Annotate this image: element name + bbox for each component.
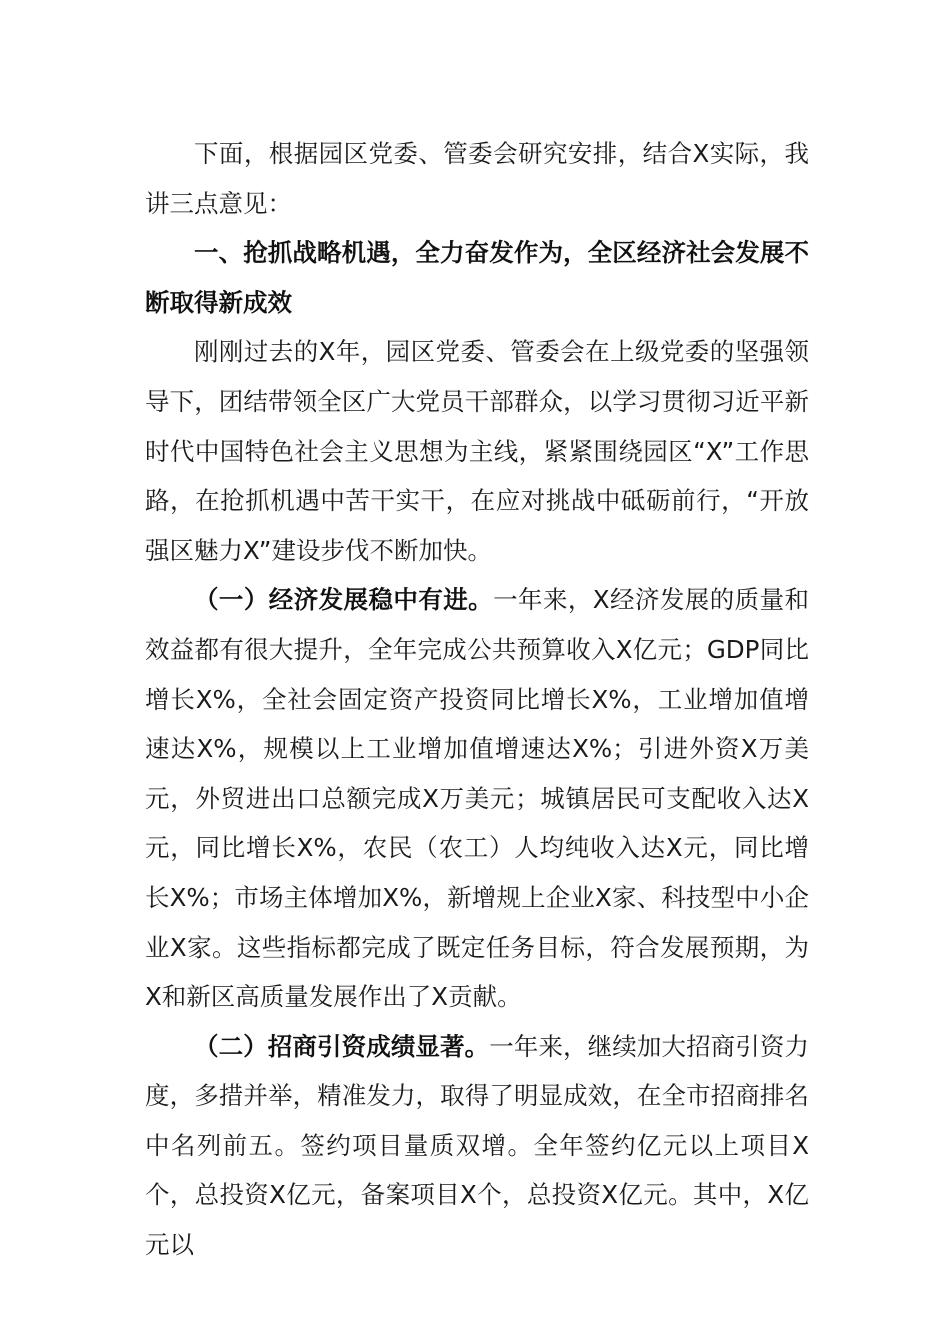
document-body (145, 129, 809, 1270)
intro-paragraph: 下面，根据园区党委、管委会研究安排，结合X实际，我讲三点意见： (145, 139, 809, 218)
item-lead-investment: （二）招商引资成绩显著。 (194, 1031, 490, 1061)
item-body-economy: 一年来，X经济发展的质量和效益都有很大提升，全年完成公共预算收入X亿元；GDP同比增长X%，全社会固定资产投资同比增长X%，工业增加值增速达X%，规模以上工业增加值增速达X%；引进外资X万美元，外贸进出口总额完成X万美元；城镇居民可支配收入达X元，同比增长X%，农民（农工）人均纯收入达X元，同比增长X%；市场主体增加X%，新增规上企业X家、科技型中小企业X家。这些指标都完成了既定任务目标，符合发展预期，为X和新区高质量发展作出了X贡献。 (145, 585, 809, 1012)
item-lead-economy: （一）经济发展稳中有进。 (194, 585, 494, 615)
section-paragraph: 刚刚过去的X年，园区党委、管委会在上级党委的坚强领导下，团结带领全区广大党员干部群众，以学习贯彻习近平新时代中国特色社会主义思想为主线，紧紧围绕园区“X”工作思路，在抢抓机遇中苦干实干，在应对挑战中砥砺前行，“开放强区魅力X”建设步伐不断加快。 (145, 337, 809, 565)
item-paragraph-investment (145, 1022, 809, 1270)
item-paragraph-economy (145, 575, 809, 1021)
section-heading: 一、抢抓战略机遇，全力奋发作为，全区经济社会发展不断取得新成效 (145, 238, 809, 317)
item-body-investment: 一年来，继续加大招商引资力度，多措并举，精准发力，取得了明显成效，在全市招商排名中名列前五。签约项目量质双增。全年签约亿元以上项目X个，总投资X亿元，备案项目X个，总投资X亿元。其中，X亿元以 (145, 1031, 809, 1260)
